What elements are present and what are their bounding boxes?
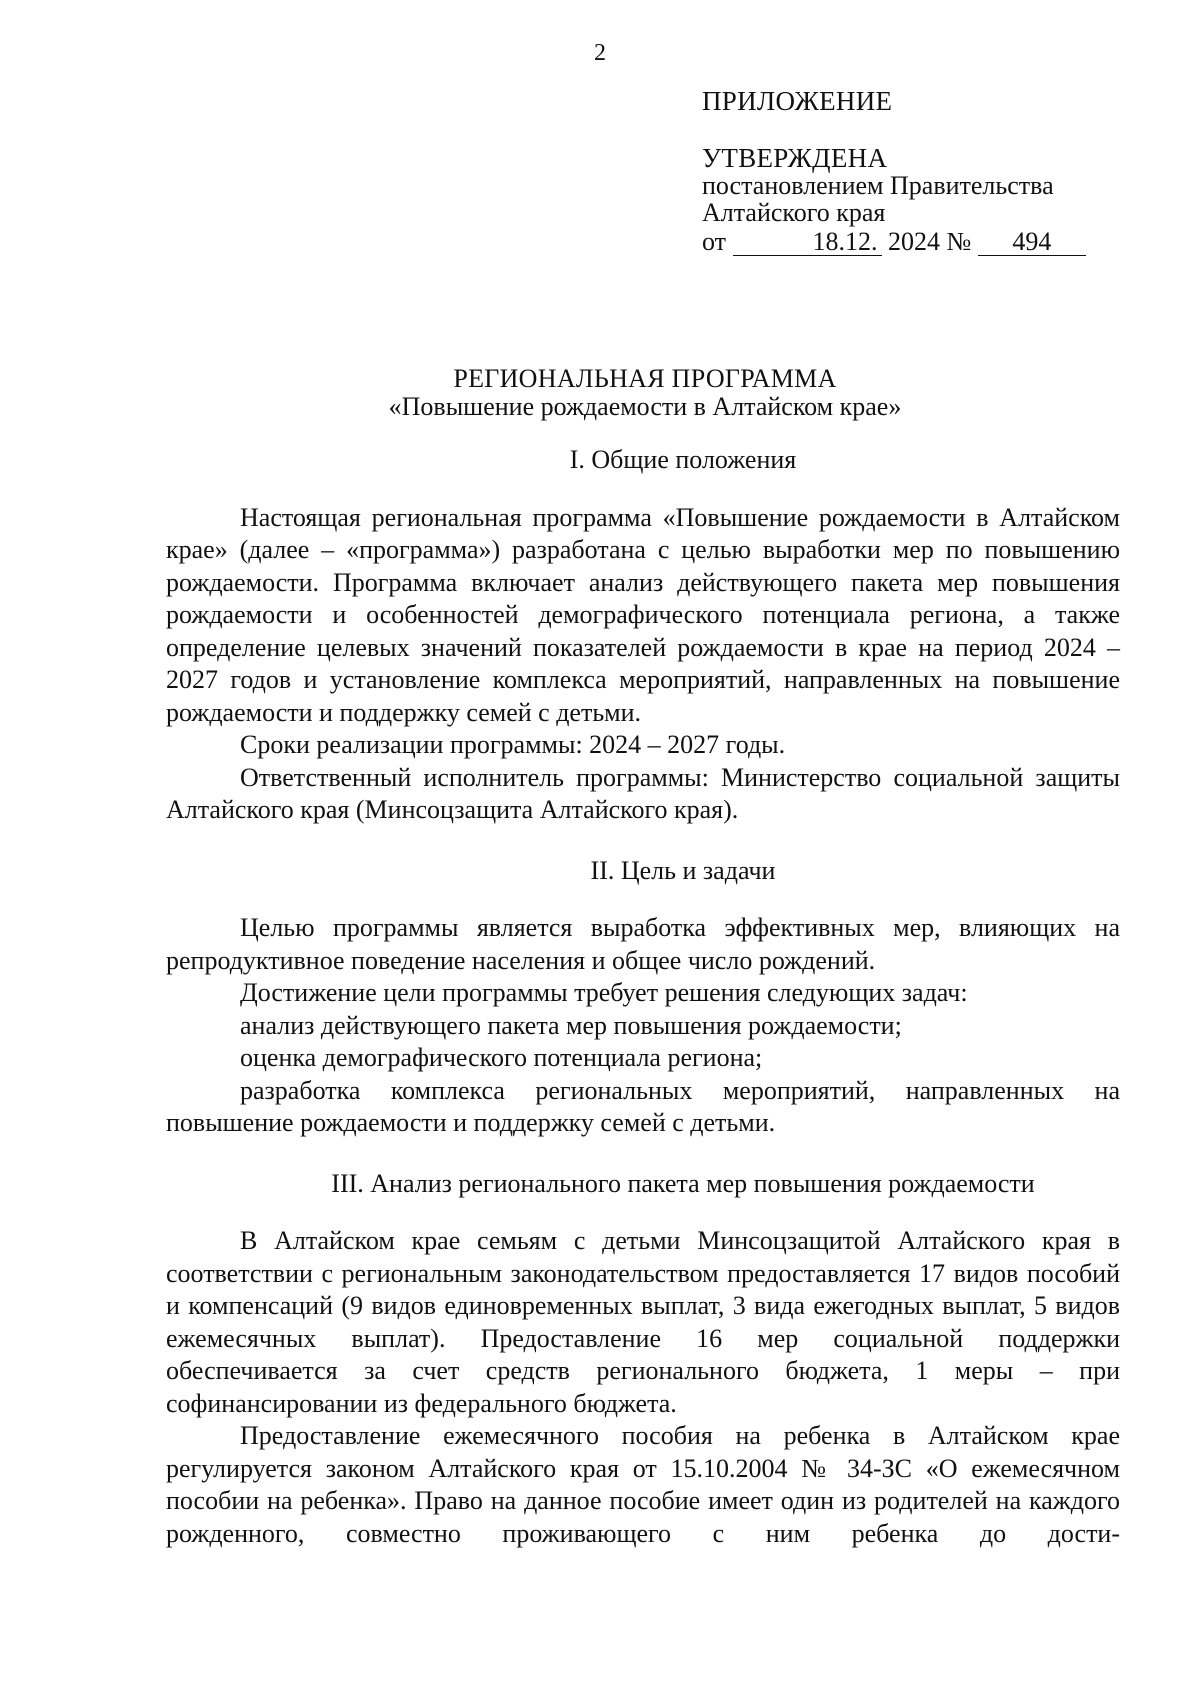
section2-paragraph4: оценка демографического потенциала региона;	[240, 1043, 763, 1072]
section1-paragraph3: Ответственный исполнитель программы: Министерство социальной защиты Алтайского края (Минсоцзащита Алтайского края).	[166, 762, 1120, 824]
section2-paragraph5: разработка комплекса региональных мероприятий, направленных на повышение рождаемости и поддержку семей с детьми.	[166, 1075, 1120, 1137]
date-line	[702, 228, 1086, 256]
section1-paragraph1: Настоящая региональная программа «Повышение рождаемости в Алтайском крае» (далее – «программа») разработана с целью выработки мер по повышению рождаемости. Программа включает анализ действующего пакета мер повышения рождаемости и особенностей демографического потенциала региона, а также определение целевых значений показателей рождаемости в крае на период 2024 – 2027 годов и установление комплекса мероприятий, направленных на повышение рождаемости и поддержку семей с детьми.	[166, 502, 1120, 727]
decree-number: 494	[978, 228, 1086, 256]
decree-date: 18.12.	[733, 228, 882, 256]
approval-block	[702, 88, 1086, 256]
section3-paragraph2: Предоставление ежемесячного пособия на ребенка в Алтайском крае регулируется законом Алтайского края от 15.10.2004 № 34-ЗС «О ежемесячном пособии на ребенка». Право на данное пособие имеет один из родителей на каждого рожденного, совместно проживающего с ним ребенка до дости-	[166, 1421, 1120, 1548]
approved-by-line2: Алтайского края	[702, 198, 886, 227]
program-title-line2: «Повышение рождаемости в Алтайском крае»	[388, 392, 902, 421]
document-body	[166, 444, 1120, 1550]
approved-label: УТВЕРЖДЕНА	[702, 143, 888, 173]
program-title-line1: РЕГИОНАЛЬНАЯ ПРОГРАММА	[453, 364, 837, 393]
decree-year: 2024 №	[888, 227, 972, 256]
section1-paragraph2: Сроки реализации программы: 2024 – 2027 годы.	[240, 730, 786, 759]
section3-heading: III. Анализ регионального пакета мер повышения рождаемости	[331, 1168, 1035, 1198]
section2-heading: II. Цель и задачи	[590, 855, 776, 885]
section3-paragraph1: В Алтайском крае семьям с детьми Минсоцзащитой Алтайского края в соответствии с региональным законодательством предоставляется 17 видов пособий и компенсаций (9 видов единовременных выплат, 3 вида ежегодных выплат, 5 видов ежемесячных выплат). Предоставление 16 мер социальной поддержки обеспечивается за счет средств регионального бюджета, 1 меры – при софинансировании из федерального бюджета.	[166, 1226, 1120, 1418]
program-title	[0, 365, 1200, 421]
from-label: от	[702, 227, 727, 256]
approved-by-line1: постановлением Правительства	[702, 171, 1054, 200]
section2-paragraph2: Достижение цели программы требует решения следующих задач:	[240, 978, 968, 1007]
section2-paragraph3: анализ действующего пакета мер повышения рождаемости;	[240, 1010, 902, 1040]
section1-heading: I. Общие положения	[569, 445, 797, 474]
page-number: 2	[594, 40, 606, 66]
appendix-label: ПРИЛОЖЕНИЕ	[702, 86, 893, 116]
section2-paragraph1: Целью программы является выработка эффективных мер, влияющих на репродуктивное поведение населения и общее число рождений.	[166, 913, 1120, 975]
